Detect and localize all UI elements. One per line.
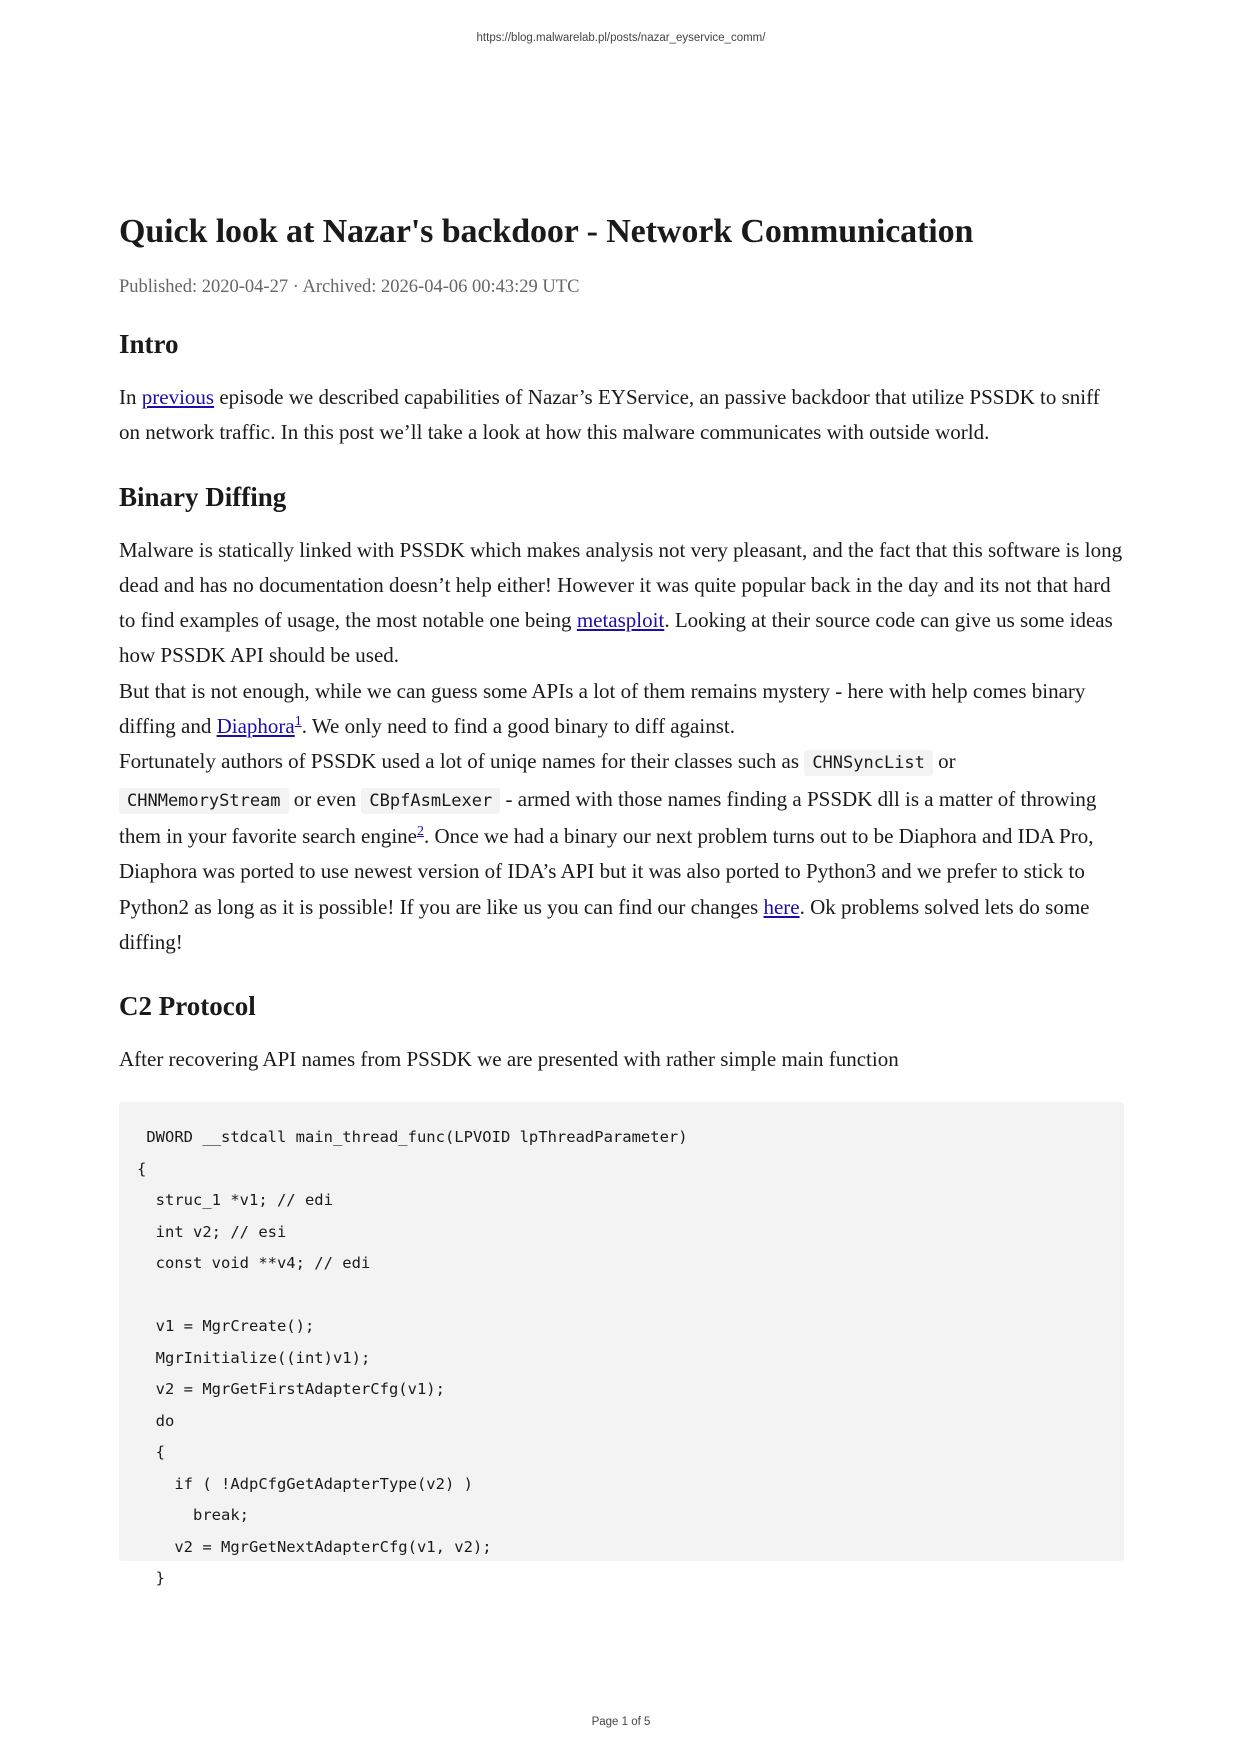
c2-paragraph: After recovering API names from PSSDK we are presented with rather simple main function	[119, 1047, 899, 1072]
footnote-2-link[interactable]: 2	[416, 823, 424, 839]
code-cbpfasmlexer: CBpfAsmLexer	[361, 788, 500, 814]
here-link[interactable]: here	[763, 894, 800, 919]
metasploit-link[interactable]: metasploit	[576, 608, 665, 633]
binary-diffing-paragraph-2: But that is not enough, while we can guess some APIs a lot of them remains mystery - here with help comes binary diffing and Diaphora$^1$. We only need to find a good binary to diff against.	[119, 678, 1086, 739]
footnote-1-link[interactable]: 1	[294, 714, 302, 730]
code-chnsynclist: CHNSyncList	[804, 750, 933, 776]
page-number: Page 1 of 5	[591, 1716, 651, 1728]
binary-diffing-paragraph-1: Malware is statically linked with PSSDK which makes analysis not very pleasant, and the fact that this software is long dead and has no documentation doesn’t help either! However it was quite popular back in the day and its not that hard to find examples of usage, the most notable one being metasploit. Looking at their source code can give us some ideas how PSSDK API should be used.	[119, 537, 1123, 668]
article	[119, 210, 1124, 1588]
binary-diffing-paragraph-3: Fortunately authors of PSSDK used a lot of uniqe names for their classes such as CHNSyncList or CHNMemoryStream or even CBpfAsmLexer - armed with those names finding a PSSDK dll is a matter of throwing them in your favorite search engine$^2$. Once we had a binary our next problem turns out to be Diaphora and IDA Pro, Diaphora was ported to use newest version of IDA’s API but it was also ported to Python3 and we prefer to stick to Python2 as long as it is possible! If you are like us you can find our changes here. Ok problems solved lets do some diffing!	[119, 749, 1097, 954]
section-heading-c2-protocol: C2 Protocol	[119, 991, 256, 1022]
previous-link[interactable]: previous	[141, 385, 215, 409]
article-title: Quick look at Nazar's backdoor - Network Communication	[119, 213, 974, 250]
code-chnmemorystream: CHNMemoryStream	[119, 788, 289, 814]
code-block-main-thread-func: DWORD __stdcall main_thread_func(LPVOID lpThreadParameter) { struc_1 *v1; // edi int v2; // esi const void **v4; // edi v1 = MgrCreate(); MgrInitialize((int)v1); v2 = MgrGetFirstAdapterCfg(v1); do { if ( !AdpCfgGetAdapterType(v2) ) break; v2 = MgrGetNextAdapterCfg(v1, v2); }	[119, 1102, 1124, 1561]
section-heading-binary-diffing: Binary Diffing	[119, 481, 287, 512]
article-meta: Published: 2020-04-27 · Archived: 2026-04-06 00:43:29 UTC	[119, 277, 580, 297]
page-url-header: https://blog.malwarelab.pl/posts/nazar_eyservice_comm/	[476, 32, 766, 44]
intro-paragraph: In previous episode we described capabilities of Nazar’s EYService, an passive backdoor that utilize PSSDK to sniff on network traffic. In this post we’ll take a look at how this malware communicates with outside world.	[119, 385, 1100, 445]
diaphora-link[interactable]: Diaphora	[216, 714, 295, 739]
section-heading-intro: Intro	[119, 329, 179, 359]
